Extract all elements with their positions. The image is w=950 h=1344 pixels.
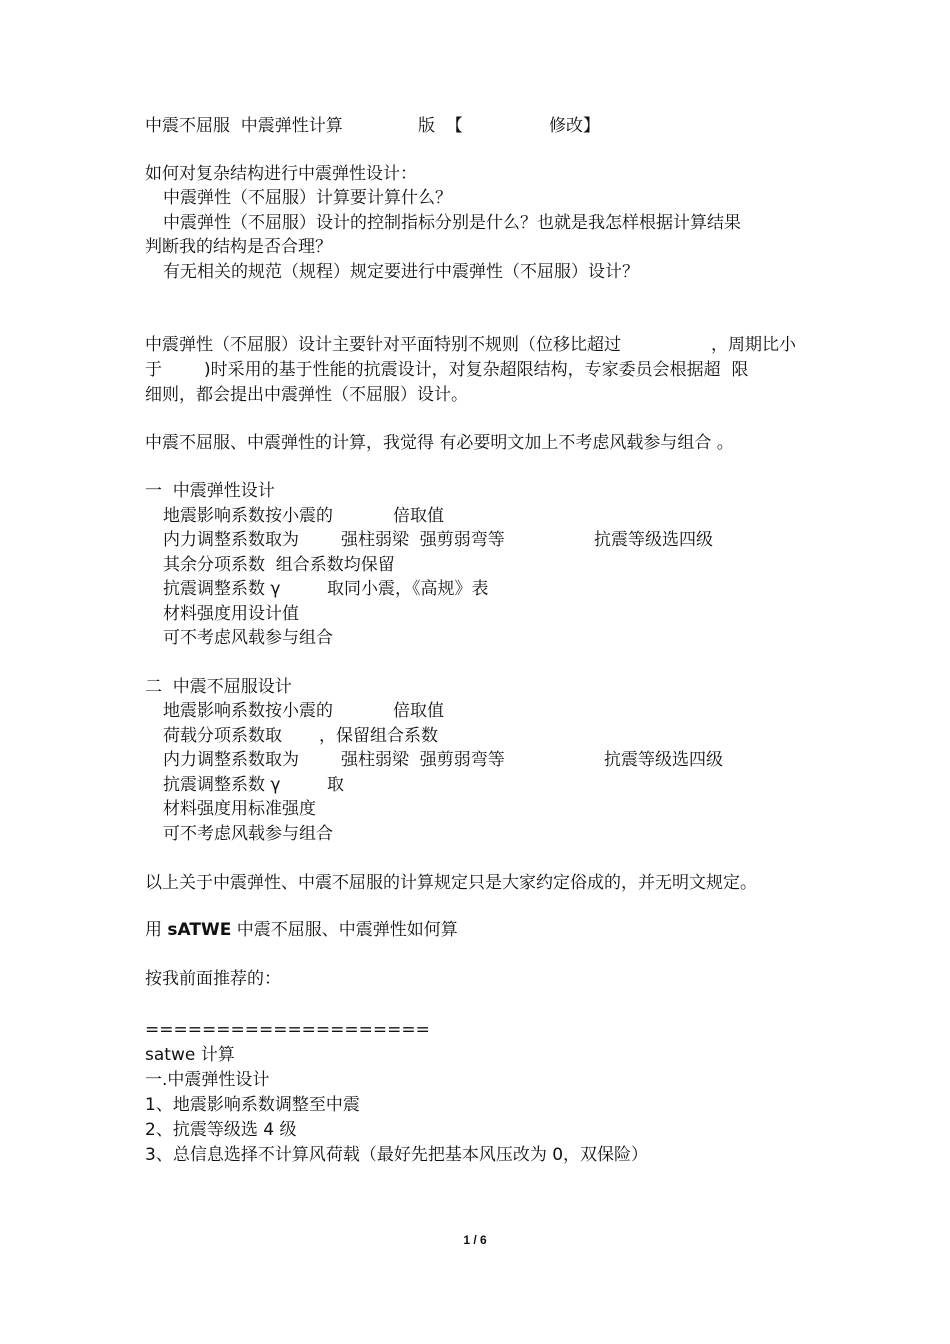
section1-item4-b: 取同小震，《高规》表 [327,579,489,599]
section1-item4-a: 抗震调整系数 γ [163,579,281,599]
section2-item2-b: ，保留组合系数 [319,726,438,746]
section2-item1-b: 倍取值 [393,701,444,721]
section2-item1-a: 地震影响系数按小震的 [163,701,333,721]
doc-title-version: 版 【 [418,116,463,136]
section1-item2-b: 强柱弱梁 强剪弱弯等 [341,530,505,550]
section2-item3-a: 内力调整系数取为 [163,750,299,770]
satwe-question-pre: 用 [145,920,168,940]
section2-item2-a: 荷载分项系数取 [163,726,282,746]
section2-item4-b: 取 [327,775,344,795]
page-number: 1 / 6 [463,1233,487,1247]
questions-heading: 如何对复杂结构进行中震弹性设计： [145,164,417,184]
section2-item5: 材料强度用标准强度 [163,799,316,819]
intro-line1-b: ，周期比小 [711,335,796,355]
section1-item1-b: 倍取值 [393,506,444,526]
section2-heading: 二 中震不屈服设计 [145,677,292,697]
section2-item4-a: 抗震调整系数 γ [163,775,281,795]
note-wind-load: 中震不屈服、中震弹性的计算，我觉得 有必要明文加上不考虑风载参与组合 。 [145,433,734,453]
section1-item2-a: 内力调整系数取为 [163,530,299,550]
satwe-question [145,918,458,942]
recommend-line: 按我前面推荐的： [145,969,281,989]
question-3: 有无相关的规范（规程）规定要进行中震弹性（不屈服）设计？ [163,262,639,282]
step-2: 2、抗震等级选 4 级 [145,1120,297,1140]
intro-line3: 细则，都会提出中震弹性（不屈服）设计。 [145,385,468,405]
doc-title: 中震不屈服 中震弹性计算 [145,116,343,136]
question-1: 中震弹性（不屈服）计算要计算什么？ [163,188,452,208]
divider-line: ==================== [145,1020,430,1040]
satwe-question-post: 中震不屈服、中震弹性如何算 [231,920,458,940]
doc-title-revision: 修改】 [549,116,600,136]
section1-item5: 材料强度用设计值 [163,604,299,624]
satwe-calc-heading: satwe 计算 [145,1045,235,1065]
section1-item3: 其余分项系数 组合系数均保留 [163,555,395,575]
step-3: 3、总信息选择不计算风荷载（最好先把基本风压改为 0，双保险） [145,1145,649,1165]
question-2-line2: 判断我的结构是否合理？ [145,237,332,257]
section2-item6: 可不考虑风载参与组合 [163,824,333,844]
section2-item3-c: 抗震等级选四级 [604,750,723,770]
section1-item2-c: 抗震等级选四级 [594,530,713,550]
intro-line2-a: 于 [145,360,162,380]
intro-line1-a: 中震弹性（不屈服）设计主要针对平面特别不规则（位移比超过 [145,335,621,355]
question-2-line1: 中震弹性（不屈服）设计的控制指标分别是什么？也就是我怎样根据计算结果 [163,213,741,233]
satwe-name: sATWE [167,920,232,940]
section1-heading: 一 中震弹性设计 [145,481,275,501]
step-1: 1、地震影响系数调整至中震 [145,1095,360,1115]
note-convention: 以上关于中震弹性、中震不屈服的计算规定只是大家约定俗成的，并无明文规定。 [145,873,757,893]
section1-item6: 可不考虑风载参与组合 [163,628,333,648]
section1-item1-a: 地震影响系数按小震的 [163,506,333,526]
intro-line2-b: )时采用的基于性能的抗震设计，对复杂超限结构，专家委员会根据超 限 [204,360,749,380]
section2-item3-b: 强柱弱梁 强剪弱弯等 [341,750,505,770]
calc-section-heading: 一.中震弹性设计 [145,1070,270,1090]
